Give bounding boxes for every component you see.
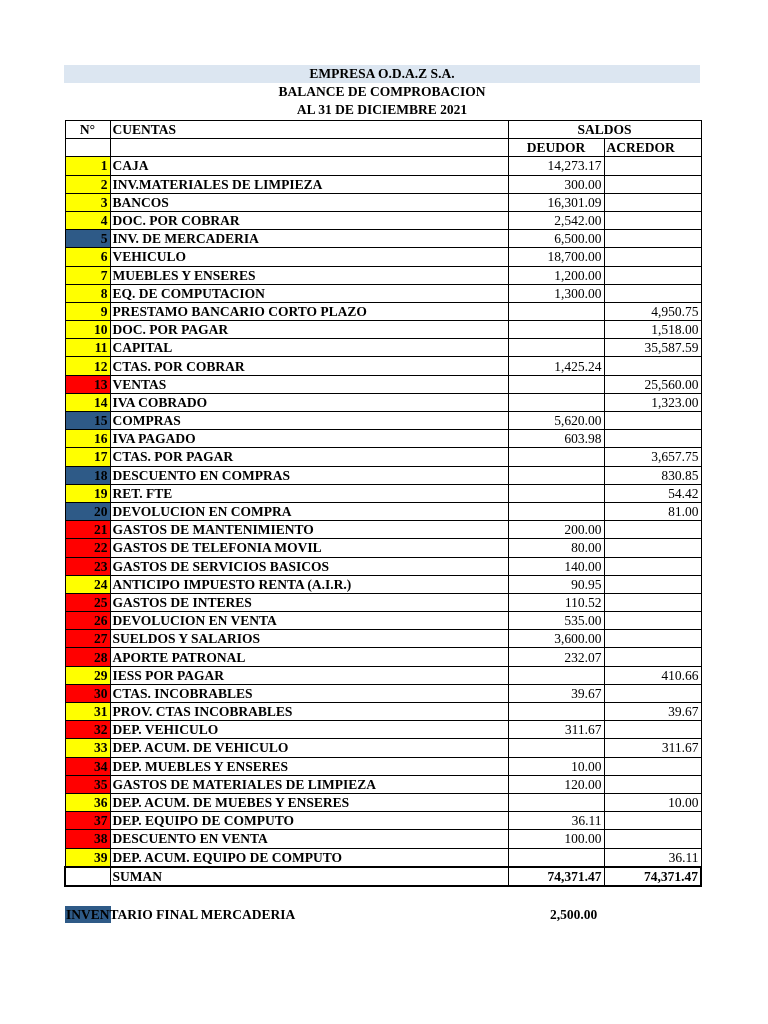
balance-table [64, 120, 702, 887]
total-credit: 74,371.47 [604, 867, 701, 886]
credit-amount [604, 684, 701, 702]
credit-amount [604, 193, 701, 211]
account-number: 28 [65, 648, 110, 666]
account-number: 4 [65, 211, 110, 229]
account-name: DEP. ACUM. DE MUEBES Y ENSERES [110, 793, 508, 811]
table-row [65, 793, 701, 811]
account-name: CTAS. POR COBRAR [110, 357, 508, 375]
account-number: 23 [65, 557, 110, 575]
credit-amount [604, 612, 701, 630]
debit-amount: 39.67 [508, 684, 604, 702]
account-number: 25 [65, 593, 110, 611]
debit-amount [508, 302, 604, 320]
header-blank-cell [110, 139, 508, 157]
credit-amount [604, 157, 701, 175]
account-name: DOC. POR COBRAR [110, 211, 508, 229]
account-number: 1 [65, 157, 110, 175]
account-name: CAJA [110, 157, 508, 175]
debit-amount: 6,500.00 [508, 230, 604, 248]
credit-amount [604, 521, 701, 539]
account-name: GASTOS DE MANTENIMIENTO [110, 521, 508, 539]
account-number: 17 [65, 448, 110, 466]
credit-amount: 311.67 [604, 739, 701, 757]
account-name: IVA PAGADO [110, 430, 508, 448]
account-name: GASTOS DE INTERES [110, 593, 508, 611]
credit-amount [604, 812, 701, 830]
table-row [65, 321, 701, 339]
table-row [65, 757, 701, 775]
account-name: GASTOS DE TELEFONIA MOVIL [110, 539, 508, 557]
table-row [65, 557, 701, 575]
credit-amount: 4,950.75 [604, 302, 701, 320]
table-row [65, 302, 701, 320]
credit-amount: 36.11 [604, 848, 701, 867]
credit-amount [604, 539, 701, 557]
account-number: 31 [65, 703, 110, 721]
credit-amount: 54.42 [604, 484, 701, 502]
account-name: ANTICIPO IMPUESTO RENTA (A.I.R.) [110, 575, 508, 593]
debit-amount [508, 448, 604, 466]
credit-amount [604, 430, 701, 448]
table-row [65, 539, 701, 557]
table-row [65, 430, 701, 448]
debit-amount: 5,620.00 [508, 412, 604, 430]
table-row [65, 684, 701, 702]
debit-amount [508, 739, 604, 757]
credit-amount [604, 211, 701, 229]
table-row [65, 484, 701, 502]
header-blank-cell [65, 139, 110, 157]
account-name: DEVOLUCION EN VENTA [110, 612, 508, 630]
credit-amount: 410.66 [604, 666, 701, 684]
account-name: DESCUENTO EN VENTA [110, 830, 508, 848]
table-row [65, 775, 701, 793]
table-row [65, 412, 701, 430]
table-row [65, 230, 701, 248]
account-name: CAPITAL [110, 339, 508, 357]
totals-label: SUMAN [110, 867, 508, 886]
credit-amount [604, 757, 701, 775]
debit-amount [508, 321, 604, 339]
credit-amount: 1,323.00 [604, 393, 701, 411]
account-name: MUEBLES Y ENSERES [110, 266, 508, 284]
account-number: 24 [65, 575, 110, 593]
account-name: INV.MATERIALES DE LIMPIEZA [110, 175, 508, 193]
table-row [65, 593, 701, 611]
account-number: 27 [65, 630, 110, 648]
account-number: 19 [65, 484, 110, 502]
account-name: GASTOS DE MATERIALES DE LIMPIEZA [110, 775, 508, 793]
account-number: 2 [65, 175, 110, 193]
account-name: DEP. MUEBLES Y ENSERES [110, 757, 508, 775]
company-name: EMPRESA O.D.A.Z S.A. [64, 65, 700, 83]
credit-amount [604, 557, 701, 575]
account-number: 38 [65, 830, 110, 848]
account-number: 10 [65, 321, 110, 339]
debit-amount [508, 848, 604, 867]
debit-amount: 1,300.00 [508, 284, 604, 302]
account-name: DEP. ACUM. EQUIPO DE COMPUTO [110, 848, 508, 867]
table-row [65, 830, 701, 848]
account-number: 16 [65, 430, 110, 448]
table-row [65, 612, 701, 630]
account-number: 32 [65, 721, 110, 739]
account-name: DOC. POR PAGAR [110, 321, 508, 339]
table-header-row-2 [65, 139, 701, 157]
account-name: INV. DE MERCADERIA [110, 230, 508, 248]
report-title: BALANCE DE COMPROBACION [278, 84, 486, 99]
debit-amount: 535.00 [508, 612, 604, 630]
debit-amount: 100.00 [508, 830, 604, 848]
debit-amount [508, 793, 604, 811]
column-header-number: N° [65, 121, 110, 139]
account-number: 14 [65, 393, 110, 411]
table-row [65, 812, 701, 830]
debit-amount [508, 502, 604, 520]
account-number: 26 [65, 612, 110, 630]
table-row [65, 575, 701, 593]
account-number: 13 [65, 375, 110, 393]
debit-amount: 311.67 [508, 721, 604, 739]
debit-amount: 603.98 [508, 430, 604, 448]
total-debit: 74,371.47 [508, 867, 604, 886]
report-date: AL 31 DE DICIEMBRE 2021 [296, 102, 468, 117]
credit-amount [604, 175, 701, 193]
account-number: 12 [65, 357, 110, 375]
debit-amount [508, 393, 604, 411]
debit-amount [508, 339, 604, 357]
credit-amount [604, 230, 701, 248]
inventory-value: 2,500.00 [550, 907, 598, 922]
account-name: DESCUENTO EN COMPRAS [110, 466, 508, 484]
debit-amount [508, 375, 604, 393]
table-row [65, 266, 701, 284]
table-row [65, 248, 701, 266]
debit-amount [508, 703, 604, 721]
table-row [65, 157, 701, 175]
table-row [65, 175, 701, 193]
account-number: 7 [65, 266, 110, 284]
inventory-label: INVENTARIO FINAL MERCADERIA [66, 907, 296, 922]
credit-amount: 3,657.75 [604, 448, 701, 466]
account-number: 37 [65, 812, 110, 830]
account-number: 8 [65, 284, 110, 302]
credit-amount: 25,560.00 [604, 375, 701, 393]
account-number: 30 [65, 684, 110, 702]
table-row [65, 630, 701, 648]
debit-amount [508, 466, 604, 484]
debit-amount: 140.00 [508, 557, 604, 575]
account-number: 11 [65, 339, 110, 357]
account-number: 5 [65, 230, 110, 248]
credit-amount: 10.00 [604, 793, 701, 811]
account-name: IVA COBRADO [110, 393, 508, 411]
table-row [65, 502, 701, 520]
credit-amount: 830.85 [604, 466, 701, 484]
account-number: 34 [65, 757, 110, 775]
credit-amount [604, 284, 701, 302]
account-name: EQ. DE COMPUTACION [110, 284, 508, 302]
account-number: 33 [65, 739, 110, 757]
credit-amount [604, 575, 701, 593]
credit-amount: 39.67 [604, 703, 701, 721]
debit-amount: 18,700.00 [508, 248, 604, 266]
account-name: GASTOS DE SERVICIOS BASICOS [110, 557, 508, 575]
credit-amount [604, 248, 701, 266]
table-row [65, 339, 701, 357]
balance-table-body [65, 121, 701, 886]
credit-amount: 1,518.00 [604, 321, 701, 339]
table-row [65, 393, 701, 411]
credit-amount: 35,587.59 [604, 339, 701, 357]
account-name: DEP. ACUM. DE VEHICULO [110, 739, 508, 757]
table-row [65, 648, 701, 666]
table-row [65, 521, 701, 539]
account-name: COMPRAS [110, 412, 508, 430]
table-row [65, 284, 701, 302]
debit-amount: 2,542.00 [508, 211, 604, 229]
debit-amount: 300.00 [508, 175, 604, 193]
table-header-row-1 [65, 121, 701, 139]
account-name: RET. FTE [110, 484, 508, 502]
column-header-balances: SALDOS [508, 121, 701, 139]
debit-amount: 200.00 [508, 521, 604, 539]
debit-amount: 110.52 [508, 593, 604, 611]
account-name: CTAS. INCOBRABLES [110, 684, 508, 702]
debit-amount: 1,425.24 [508, 357, 604, 375]
credit-amount [604, 721, 701, 739]
account-name: PROV. CTAS INCOBRABLES [110, 703, 508, 721]
debit-amount: 10.00 [508, 757, 604, 775]
debit-amount: 14,273.17 [508, 157, 604, 175]
account-name: VENTAS [110, 375, 508, 393]
account-number: 35 [65, 775, 110, 793]
account-name: APORTE PATRONAL [110, 648, 508, 666]
column-header-debit: DEUDOR [508, 139, 604, 157]
debit-amount: 120.00 [508, 775, 604, 793]
account-name: PRESTAMO BANCARIO CORTO PLAZO [110, 302, 508, 320]
debit-amount [508, 666, 604, 684]
credit-amount [604, 266, 701, 284]
account-name: DEP. VEHICULO [110, 721, 508, 739]
table-row [65, 375, 701, 393]
account-number: 20 [65, 502, 110, 520]
table-row [65, 211, 701, 229]
table-row [65, 357, 701, 375]
account-number: 21 [65, 521, 110, 539]
account-name: CTAS. POR PAGAR [110, 448, 508, 466]
debit-amount: 80.00 [508, 539, 604, 557]
account-number: 29 [65, 666, 110, 684]
table-row [65, 848, 701, 867]
table-row [65, 193, 701, 211]
credit-amount [604, 412, 701, 430]
debit-amount: 36.11 [508, 812, 604, 830]
account-name: SUELDOS Y SALARIOS [110, 630, 508, 648]
debit-amount: 3,600.00 [508, 630, 604, 648]
account-name: DEP. EQUIPO DE COMPUTO [110, 812, 508, 830]
table-row [65, 703, 701, 721]
credit-amount [604, 357, 701, 375]
account-number: 22 [65, 539, 110, 557]
column-header-credit: ACREDOR [604, 139, 701, 157]
account-name: IESS POR PAGAR [110, 666, 508, 684]
credit-amount [604, 630, 701, 648]
credit-amount [604, 830, 701, 848]
account-name: DEVOLUCION EN COMPRA [110, 502, 508, 520]
table-row [65, 448, 701, 466]
account-number: 3 [65, 193, 110, 211]
table-row [65, 666, 701, 684]
credit-amount [604, 775, 701, 793]
debit-amount: 1,200.00 [508, 266, 604, 284]
account-number: 36 [65, 793, 110, 811]
account-number: 6 [65, 248, 110, 266]
totals-blank-cell [65, 867, 110, 886]
table-row [65, 466, 701, 484]
debit-amount: 232.07 [508, 648, 604, 666]
account-name: VEHICULO [110, 248, 508, 266]
table-row [65, 739, 701, 757]
table-row [65, 721, 701, 739]
debit-amount [508, 484, 604, 502]
account-name: BANCOS [110, 193, 508, 211]
debit-amount: 90.95 [508, 575, 604, 593]
account-number: 15 [65, 412, 110, 430]
credit-amount [604, 593, 701, 611]
account-number: 18 [65, 466, 110, 484]
account-number: 9 [65, 302, 110, 320]
totals-row [65, 867, 701, 886]
credit-amount: 81.00 [604, 502, 701, 520]
credit-amount [604, 648, 701, 666]
debit-amount: 16,301.09 [508, 193, 604, 211]
column-header-accounts: CUENTAS [110, 121, 508, 139]
account-number: 39 [65, 848, 110, 867]
